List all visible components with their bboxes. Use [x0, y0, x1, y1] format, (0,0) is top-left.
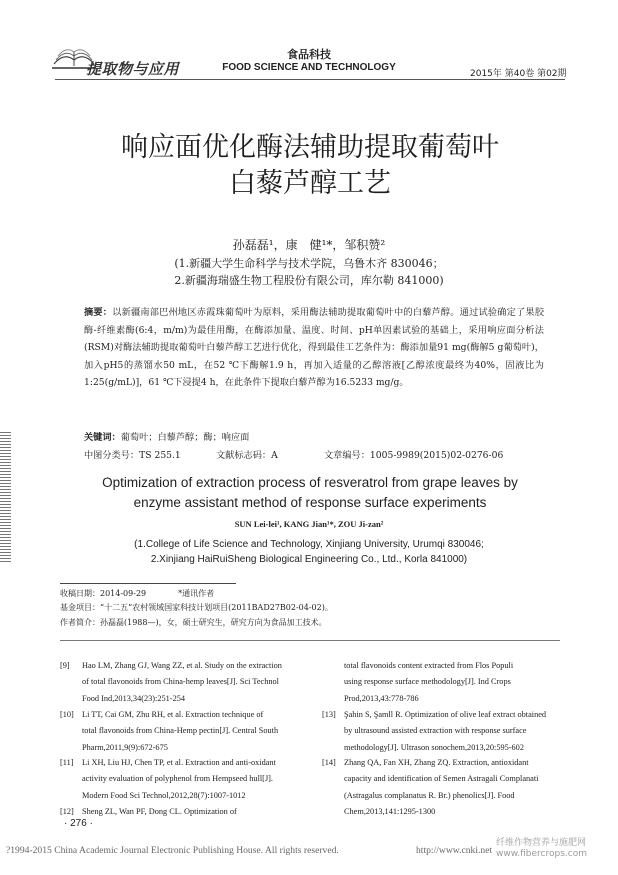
paper-title [60, 130, 560, 202]
authors-en: SUN Lei-lei¹, KANG Jian¹*, ZOU Ji-zan² [234, 519, 384, 529]
reference-line: capacity and identification of Semen Astragali Complanati [344, 774, 539, 784]
title-en-line: enzyme assistant method of response surface experiments [133, 495, 487, 510]
watermark-line: 纤维作物营养与施肥网 [496, 838, 587, 848]
reference-number: [11] [60, 758, 74, 767]
reference-number: [10] [60, 710, 74, 719]
authors: 孙磊磊¹，康 健¹*，邹积赞² [232, 238, 386, 252]
fund-note: 基金项目：“十二五”农村领域国家科技计划项目(2011BAD27B02-04-02)。 [60, 603, 333, 612]
title-en-line: Optimization of extraction process of resveratrol from grape leaves by [102, 475, 518, 490]
footer-link[interactable]: http://www.cnki.net [416, 845, 493, 856]
paper-title-en [60, 473, 560, 513]
keywords [84, 429, 249, 443]
reference-number: [13] [322, 710, 336, 719]
section-divider [60, 640, 560, 641]
title-line: 白藜芦醇工艺 [229, 168, 391, 199]
reference-line: total flavonoids from China-Hemp pectin[J]. Central South [82, 726, 279, 736]
keywords-text: 葡萄叶；白藜芦醇；酶；响应面 [120, 432, 250, 443]
footer-copyright: ?1994-2015 China Academic Journal Electronic Publishing House. All rights reserved. [6, 845, 339, 856]
header-divider [55, 79, 565, 80]
reference-line: (Astragalus complanatus R. Br.) phenolics[J]. Food [344, 790, 515, 800]
abstract-text: 以新疆南部巴州地区赤霞珠葡萄叶为原料，采用酶法辅助提取葡萄叶中的白藜芦醇。通过试验确定了果胶酶-纤维素酶(6:4，m/m)为最佳用酶，在酶添加量、温度、时间、pH单因素试验的基础上，采用响应面分析法(RSM)对酶法辅助提取葡萄叶白藜芦醇工艺进行优化，得到最佳工艺条件为：酶添加量91 mg(酶解5 g葡萄叶)，加入pH5的蒸馏水50 mL，在52 ℃下酶解1.9 h，再加入适量的乙醇溶液[乙醇浓度最终为40%，固液比为1:25(g/mL)]，61 ℃下浸提4 h，在此条件下提取白藜芦醇为16.5233 mg/g。 [84, 307, 545, 389]
reference-line: of total flavonoids from China-hemp leaves[J]. Sci Technol [82, 677, 279, 687]
journal-title-en: FOOD SCIENCE AND TECHNOLOGY [222, 62, 396, 73]
abstract [84, 304, 544, 392]
reference-line: Sheng ZL, Wan PF, Dong CL. Optimization of [82, 807, 237, 816]
page-edge-stripe [0, 432, 11, 562]
document-code: 文献标志码：A [216, 450, 278, 461]
article-number: 文章编号：1005-9989(2015)02-0276-06 [324, 450, 504, 461]
footnote-divider [60, 583, 236, 584]
watermark-line: www.fibercrops.com [496, 849, 587, 859]
reference-line: Li TT, Cai GM, Zhu RH, et al. Extraction technique of [82, 710, 264, 719]
watermark [496, 838, 587, 860]
author-bio: 作者简介：孙磊磊(1988—)，女，硕士研究生，研究方向为食品加工技术。 [60, 618, 327, 627]
affiliation-en: 2.Xinjiang HaiRuiSheng Biological Engineering Co., Ltd., Korla 841000) [150, 554, 468, 565]
affiliation: 2.新疆海瑞盛生物工程股份有限公司，库尔勒 841000) [174, 274, 444, 287]
reference-line: Prod,2013,43:778-786 [344, 693, 419, 703]
title-line: 响应面优化酶法辅助提取葡萄叶 [121, 132, 499, 163]
reference-line: Şahin S, Şamll R. Optimization of olive leaf extract obtained [344, 710, 547, 719]
reference-number: [14] [322, 758, 336, 767]
reference-line: activity evaluation of polyphenol from Hempseed hull[J]. [82, 774, 274, 784]
affiliation-en: (1.College of Life Science and Technology, Xinjiang University, Urumqi 830046; [134, 539, 484, 550]
keywords-label: 关键词： [84, 432, 121, 443]
affiliation: (1.新疆大学生命科学与技术学院，乌鲁木齐 830046； [174, 257, 444, 270]
abstract-label: 摘要： [84, 307, 113, 318]
journal-title-cn: 食品科技 [287, 48, 331, 61]
reference-line: Modern Food Sci Technol,2012,28(7):1007-1012 [82, 790, 246, 800]
reference-line: total flavonoids content extracted from Flos Populi [344, 661, 514, 670]
reference-line: using response surface methodology[J]. Ind Crops [344, 677, 511, 687]
reference-number: [12] [60, 807, 74, 816]
reference-line: Zhang QA, Fan XH, Zhang ZQ. Extraction, antioxidant [344, 758, 529, 767]
section-brand: 提取物与应用 [86, 61, 180, 78]
reference-line: methodology[J]. Ultrason sonochem,2013,20:595-602 [344, 742, 524, 752]
journal-issue: 2015年 第40卷 第02期 [470, 69, 567, 79]
clc-number: 中图分类号：TS 255.1 [84, 450, 181, 461]
reference-number: [9] [60, 661, 70, 670]
reference-line: Food Ind,2013,34(23):251-254 [82, 693, 186, 703]
reference-line: Pharm,2011,9(9):672-675 [82, 742, 168, 752]
reference-line: Hao LM, Zhang GJ, Wang ZZ, et al. Study on the extraction [82, 661, 282, 670]
reference-line: Chem,2013,141:1295-1300 [344, 806, 436, 816]
reference-line: Li XH, Liu HJ, Chen TP, et al. Extraction and anti-oxidant [82, 758, 276, 767]
page-number: · 276 · [64, 818, 93, 829]
reference-line: by ultrasound assisted extraction with response surface [344, 726, 527, 736]
received-date: 收稿日期：2014-09-29 *通讯作者 [60, 589, 215, 598]
